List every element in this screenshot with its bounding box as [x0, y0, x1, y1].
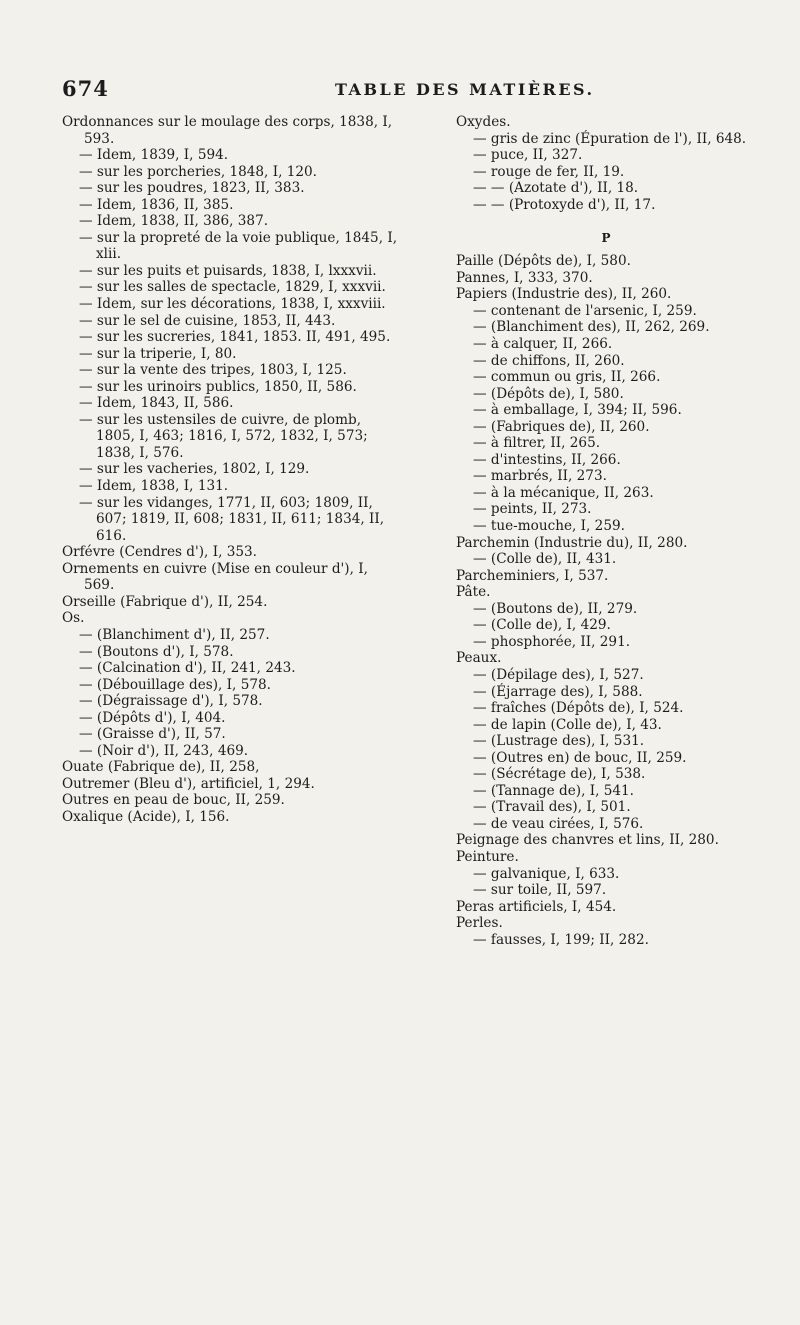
- index-subentry: — (Graisse d'), II, 57.: [79, 726, 226, 743]
- index-subentry: — à emballage, I, 394; II, 596.: [473, 402, 682, 419]
- index-subentry: — (Éjarrage des), I, 588.: [473, 683, 643, 700]
- index-subentry: — sur les sucreries, 1841, 1853. II, 491, 495.: [79, 329, 391, 346]
- index-subentry: — de veau cirées, I, 576.: [473, 815, 644, 832]
- index-entry: Outres en peau de bouc, II, 259.: [62, 792, 285, 809]
- index-subentry: — sur les poudres, 1823, II, 383.: [79, 180, 305, 197]
- index-subentry: — de lapin (Colle de), I, 43.: [473, 716, 662, 733]
- index-subentry: — de chiffons, II, 260.: [473, 352, 625, 369]
- index-subentry: — fraîches (Dépôts de), I, 524.: [473, 700, 684, 717]
- index-subentry: — — (Protoxyde d'), II, 17.: [473, 196, 656, 213]
- index-group-p: [456, 253, 796, 948]
- index-subentry: — (Outres en) de bouc, II, 259.: [473, 749, 687, 766]
- index-subentry: — (Calcination d'), II, 241, 243.: [79, 660, 296, 677]
- index-subentry: — à la mécanique, II, 263.: [473, 484, 654, 501]
- index-subentry: — gris de zinc (Épuration de l'), II, 648.: [473, 130, 747, 147]
- index-subentry: — (Noir d'), II, 243, 469.: [79, 742, 249, 759]
- index-subentry: — puce, II, 327.: [473, 147, 583, 164]
- index-subentry: — fausses, I, 199; II, 282.: [473, 931, 649, 948]
- index-entry: Ouate (Fabrique de), II, 258,: [62, 759, 260, 776]
- index-subentry: — Idem, 1839, I, 594.: [79, 147, 229, 164]
- index-entry: Oxydes.: [456, 114, 511, 130]
- page-number: 674: [62, 76, 109, 101]
- running-title: TABLE DES MATIÈRES.: [335, 80, 595, 99]
- index-entry: Ordonnances sur le moulage des corps, 1838, I, 593.: [62, 114, 393, 147]
- index-subentry: — — (Azotate d'), II, 18.: [473, 180, 639, 197]
- index-entry: Outremer (Bleu d'), artificiel, 1, 294.: [62, 775, 315, 792]
- index-subentry: — (Boutons d'), I, 578.: [79, 643, 234, 660]
- index-subentry: — (Lustrage des), I, 531.: [473, 733, 645, 750]
- index-subentry: — sur les salles de spectacle, 1829, I, xxxvii.: [79, 279, 386, 296]
- left-column: [62, 114, 400, 826]
- index-entry: Os.: [62, 610, 85, 627]
- index-subentry: — sur la vente des tripes, 1803, I, 125.: [79, 362, 347, 379]
- index-subentry: — Idem, 1836, II, 385.: [79, 196, 234, 213]
- index-subentry: — phosphorée, II, 291.: [473, 633, 631, 650]
- index-subentry: — sur toile, II, 597.: [473, 882, 607, 899]
- index-subentry: — sur les puits et puisards, 1838, I, lxxxvii.: [79, 262, 377, 279]
- index-entry: Ornements en cuivre (Mise en couleur d'), I, 569.: [62, 560, 368, 594]
- index-entry: Peaux.: [456, 650, 502, 667]
- index-subentry: — (Sécrétage de), I, 538.: [473, 766, 646, 783]
- index-entry: Parcheminiers, I, 537.: [456, 567, 609, 584]
- index-subentry: — marbrés, II, 273.: [473, 468, 607, 485]
- index-subentry: — à filtrer, II, 265.: [473, 435, 601, 452]
- index-subentry: — tue-mouche, I, 259.: [473, 518, 625, 535]
- page-header: [62, 76, 762, 102]
- index-subentry: — sur les porcheries, 1848, I, 120.: [79, 163, 317, 180]
- index-entry: Pannes, I, 333, 370.: [456, 269, 593, 286]
- index-subentry: — (Dépôts de), I, 580.: [473, 385, 624, 402]
- index-subentry: — peints, II, 273.: [473, 501, 592, 518]
- index-subentry: — galvanique, I, 633.: [473, 865, 620, 882]
- index-subentry: — (Blanchiment des), II, 262, 269.: [473, 319, 710, 336]
- index-subentry: — (Fabriques de), II, 260.: [473, 418, 650, 435]
- index-subentry: — (Colle de), I, 429.: [473, 617, 611, 634]
- index-subentry: — (Dégraissage d'), I, 578.: [79, 693, 263, 710]
- index-subentry: — (Boutons de), II, 279.: [473, 600, 638, 617]
- index-subentry: — (Dépôts d'), I, 404.: [79, 709, 226, 726]
- section-letter: P: [601, 231, 611, 246]
- index-subentry: — (Blanchiment d'), II, 257.: [79, 626, 270, 643]
- index-subentry: — à calquer, II, 266.: [473, 336, 613, 353]
- index-subentry: — (Colle de), II, 431.: [473, 551, 617, 568]
- index-entry: Orseille (Fabrique d'), II, 254.: [62, 593, 268, 610]
- index-subentry: — (Tannage de), I, 541.: [473, 782, 634, 799]
- index-subentry: — Idem, 1838, II, 386, 387.: [79, 213, 269, 230]
- index-subentry: — commun ou gris, II, 266.: [473, 369, 661, 386]
- index-entry: Peignage des chanvres et lins, II, 280.: [456, 832, 719, 849]
- index-subentry: — sur le sel de cuisine, 1853, II, 443.: [79, 312, 336, 329]
- index-subentry: — Idem, 1838, I, 131.: [79, 478, 229, 495]
- index-entry: Peinture.: [456, 848, 519, 865]
- index-subentry: — (Travail des), I, 501.: [473, 799, 631, 816]
- index-subentry: — sur la propreté de la voie publique, 1845, I, xlii.: [79, 229, 398, 263]
- index-entry: Pâte.: [456, 584, 491, 601]
- index-subentry: — (Débouillage des), I, 578.: [79, 676, 271, 693]
- index-entry: Peras artificiels, I, 454.: [456, 898, 617, 915]
- index-subentry: — sur la triperie, I, 80.: [79, 345, 237, 362]
- index-subentry: — rouge de fer, II, 19.: [473, 163, 625, 180]
- index-entry: Orfévre (Cendres d'), I, 353.: [62, 544, 257, 561]
- index-group-oxydes: [456, 114, 796, 213]
- index-subentry: — sur les ustensiles de cuivre, de plomb, 1805, I, 463; 1816, I, 572, 1832, I, 573; 1838, I, 576.: [79, 411, 368, 461]
- index-subentry: — sur les vidanges, 1771, II, 603; 1809, II, 607; 1819, II, 608; 1831, II, 611; 1834, II, 616.: [79, 494, 385, 544]
- index-subentry: — sur les urinoirs publics, 1850, II, 586.: [79, 378, 357, 395]
- right-column: [456, 114, 796, 948]
- index-subentry: — d'intestins, II, 266.: [473, 451, 621, 468]
- index-subentry: — sur les vacheries, 1802, I, 129.: [79, 461, 310, 478]
- index-entry: Paille (Dépôts de), I, 580.: [456, 253, 631, 270]
- index-subentry: — Idem, sur les décorations, 1838, I, xxxviii.: [79, 296, 386, 313]
- index-subentry: — contenant de l'arsenic, I, 259.: [473, 302, 697, 319]
- index-entry: Parchemin (Industrie du), II, 280.: [456, 534, 688, 551]
- index-subentry: — (Dépilage des), I, 527.: [473, 666, 644, 683]
- index-entry: Perles.: [456, 915, 503, 932]
- index-entry: Oxalique (Acide), I, 156.: [62, 808, 230, 825]
- index-subentry: — Idem, 1843, II, 586.: [79, 395, 234, 412]
- index-entry: Papiers (Industrie des), II, 260.: [456, 286, 672, 303]
